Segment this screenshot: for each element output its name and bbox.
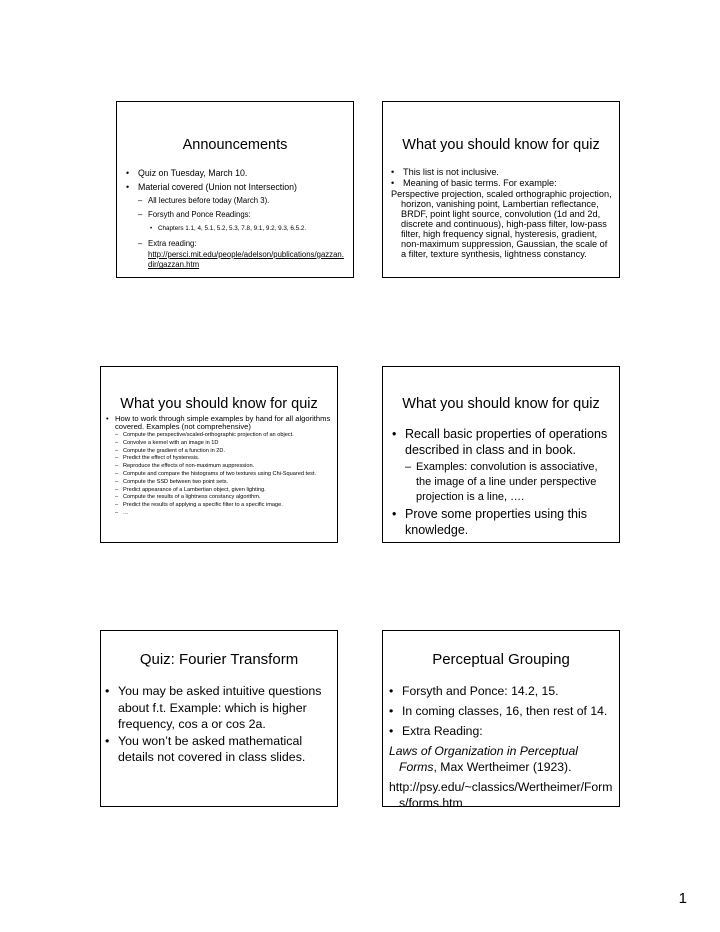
slide-body — [126, 168, 347, 271]
reading-url[interactable]: http://psy.edu/~classics/Wertheimer/Forms/forms.htm — [389, 780, 613, 810]
bullet-marker: • — [392, 507, 397, 521]
dash-marker: – — [115, 439, 119, 446]
slide-title: What you should know for quiz — [402, 137, 600, 153]
sub-item: – Compute the gradient of a function in 2D. — [115, 447, 225, 454]
bullet-marker: • — [105, 733, 110, 748]
page-number: 1 — [678, 890, 687, 907]
bullet-marker: • — [105, 684, 110, 698]
dash-marker: – — [115, 494, 119, 501]
dash-marker: – — [115, 432, 119, 438]
slide-know-for-quiz-1 — [382, 101, 620, 278]
slide-title: Announcements — [182, 137, 288, 153]
sub-item: – Compute the SSD between two point sets. — [115, 478, 229, 485]
sub-item: – … — [115, 509, 129, 516]
bullet-item: • Forsyth and Ponce: 14.2, 15. — [389, 684, 559, 698]
bullet-marker: • — [391, 178, 395, 188]
sub-sub-item: • Chapters 1.1, 4, 5.1, 5.2, 5.3, 7.8, 9.1, 9.2, 9.3, 6.5.2. — [150, 224, 347, 235]
bullet-item: • This list is not inclusive. — [391, 167, 499, 177]
bullet-marker: • — [126, 168, 130, 178]
bullet-item: • You won’t be asked mathematical details not covered in class slides. — [105, 733, 306, 764]
dash-marker: – — [115, 455, 119, 462]
bullet-marker: • — [126, 181, 130, 192]
bullet-marker: • — [389, 684, 394, 698]
slide-body — [391, 167, 613, 259]
slide-body — [106, 415, 331, 516]
bullet-marker: • — [389, 704, 394, 718]
dash-marker: – — [115, 486, 119, 493]
sub-item: – Reproduce the effects of non-maximum suppression. — [115, 463, 255, 470]
reading-link[interactable]: http://persci.mit.edu/people/adelson/publications/gazzan.dir/gazzan.htm — [148, 249, 344, 270]
sub-item: – Extra reading: — [138, 238, 197, 248]
bullet-item: • Extra Reading: — [389, 724, 483, 738]
slide-know-for-quiz-3 — [382, 366, 620, 543]
sub-item: – Examples: convolution is associative, the image of a line under perspective projection is a line, …. — [405, 461, 598, 503]
slide-announcements — [116, 101, 354, 278]
dash-marker: – — [405, 461, 412, 473]
bullet-item: • Material covered (Union not Intersection) — [126, 181, 297, 192]
sub-item: – Predict appearance of a Lambertian object, given lighting. — [115, 486, 266, 493]
sub-item: – Compute the perspective/scaled-orthographic projection of an object. — [115, 432, 294, 438]
bullet-item: • Meaning of basic terms. For example: — [391, 178, 557, 188]
bullet-item: • How to work through simple examples by hand for all algorithms covered. Examples (not comprehensive) — [106, 414, 331, 431]
dash-marker: – — [115, 509, 119, 516]
sub-item: – Predict the results of applying a specific filter to a specific image. — [115, 502, 283, 509]
bullet-item: • Recall basic properties of operations described in class and in book. — [392, 427, 608, 457]
sub-item: – Compute and compare the histograms of two textures using Chi-Squared test. — [115, 470, 317, 477]
sub-item: – Compute the results of a lightness constancy algorithm. — [115, 494, 261, 501]
sub-item: – Forsyth and Ponce Readings: — [138, 210, 251, 220]
sub-item: – All lectures before today (March 3). — [138, 195, 270, 205]
bullet-item: • In coming classes, 16, then rest of 14. — [389, 704, 608, 718]
slide-perceptual-grouping — [382, 630, 620, 810]
slide-title: What you should know for quiz — [120, 396, 318, 412]
slide-know-for-quiz-2 — [100, 366, 338, 543]
slide-title: Quiz: Fourier Transform — [139, 651, 299, 668]
bullet-item: • Quiz on Tuesday, March 10. — [126, 168, 248, 178]
bullet-item: • You may be asked intuitive questions about f.t. Example: which is higher frequency, cos a or cos 2a. — [105, 684, 322, 731]
slide-title: Perceptual Grouping — [432, 651, 570, 668]
dash-marker: – — [115, 502, 119, 509]
slide-title: What you should know for quiz — [402, 396, 600, 412]
dash-marker: – — [138, 210, 143, 220]
reading-citation: Laws of Organization in Perceptual Forms, Max Wertheimer (1923). — [389, 744, 579, 774]
slide-body — [392, 426, 611, 538]
terms-paragraph: Perspective projection, scaled orthographic projection, horizon, vanishing point, Lambertian reflectance, BRDF, point light source, convolution (1d and 2d, discrete and continuous), high-pass filter, low-pass filter, high frequency signal, hysteresis, gradient, non-maximum suppression, Gaussian, the scale of a filter, texture synthesis, lightness constancy. — [391, 189, 612, 259]
dash-marker: – — [115, 447, 119, 454]
bullet-item: • Prove some properties using this knowledge. — [392, 507, 588, 537]
bullet-marker: • — [392, 427, 397, 441]
bullet-marker: • — [391, 167, 395, 177]
sub-item: – Predict the effect of hysteresis. — [115, 455, 200, 462]
slide-body — [105, 683, 335, 766]
dash-marker: – — [138, 195, 143, 205]
dash-marker: – — [115, 470, 119, 477]
bullet-marker: • — [150, 225, 153, 233]
slide-body — [389, 683, 617, 811]
slide-fourier-transform — [100, 630, 338, 807]
bullet-marker: • — [106, 414, 109, 423]
dash-marker: – — [115, 478, 119, 485]
bullet-marker: • — [389, 724, 394, 738]
dash-marker: – — [138, 238, 143, 248]
sub-item: – Convolve a kernel with an image in 1D — [115, 439, 219, 446]
dash-marker: – — [115, 463, 119, 470]
